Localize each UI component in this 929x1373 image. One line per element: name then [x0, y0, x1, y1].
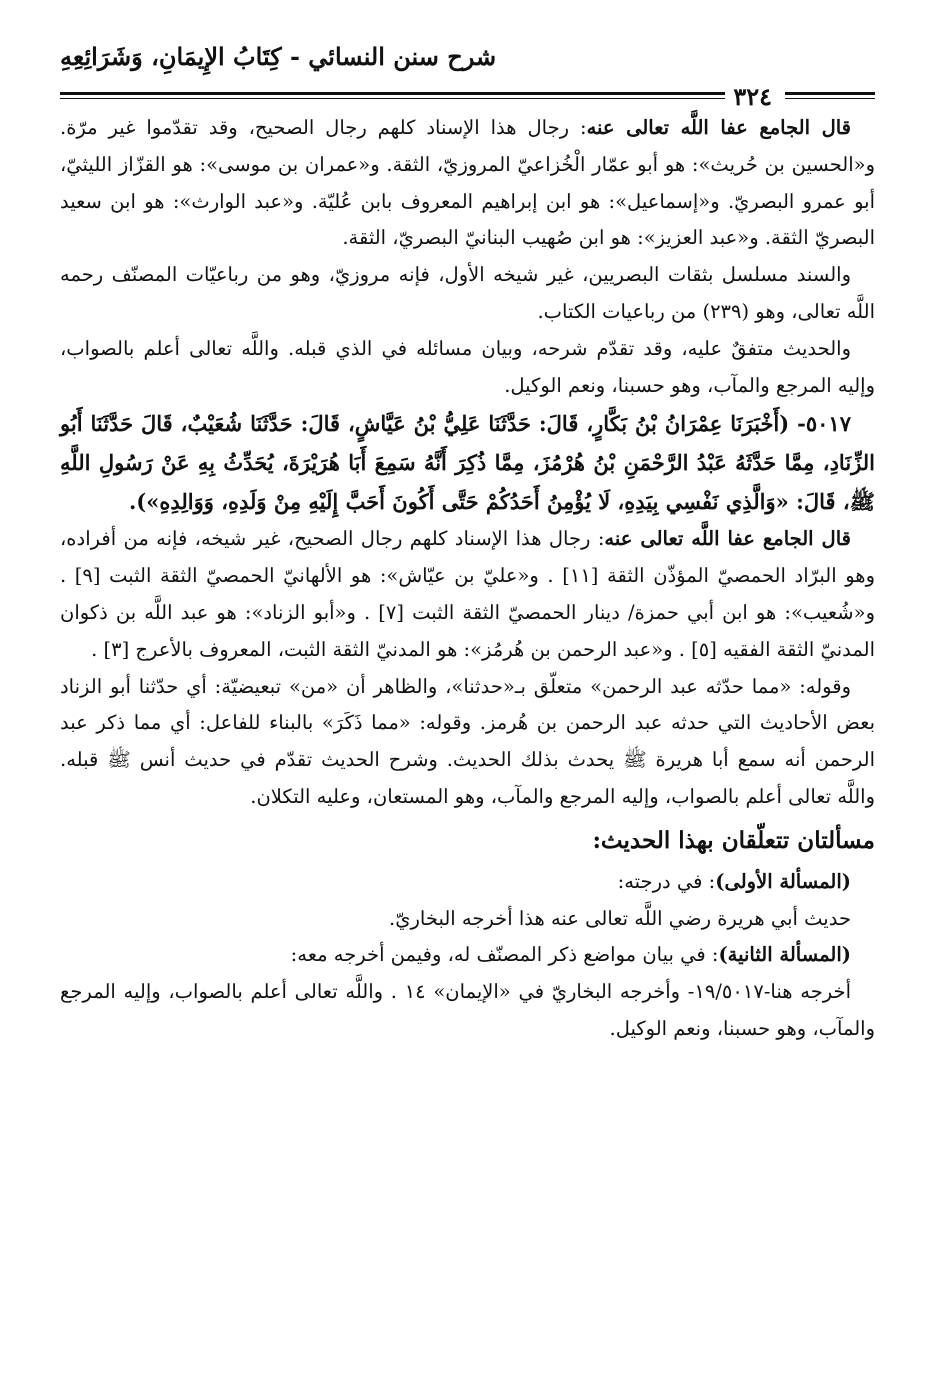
main-text: [60, 110, 875, 1048]
author-note-label: قال الجامع عفا اللَّه تعالى عنه: [604, 527, 851, 551]
author-note-label: قال الجامع عفا اللَّه تعالى عنه: [586, 116, 851, 139]
page-number: ٣٢٤: [725, 82, 780, 111]
paragraph-text: : رجال هذا الإسناد كلهم رجال الصحيح، غير شيخه، فإنه من أفراده، وهو البرّاد الحمصيّ المؤذّن الثقة [١١] . و«عليّ بن عيّاش»: هو الألهانيّ الحمصيّ الثقة الثبت [٩] . و«شُعيب»: هو ابن أبي حمزة/ دينار الحمصيّ الثقة الثبت [٧] . و«أبو الزناد»: هو عبد اللَّه بن ذكوان المدنيّ الثقة الفقيه [٥] . و«عبد الرحمن بن هُرمُز»: هو المدنيّ الثقة الثبت، المعروف بالأعرج [٣] .: [60, 527, 875, 661]
issue-label: (المسألة الأولى): [715, 869, 851, 893]
paragraph-chain: والسند مسلسل بثقات البصريين، غير شيخه الأول، فإنه مروزيّ، وهو من رباعيّات المصنّف رحمه اللَّه تعالى، وهو (٢٣٩) من رباعيات الكتاب.: [60, 263, 875, 323]
paragraph-agreed: والحديث متفقٌ عليه، وقد تقدّم شرحه، وبيان مسائله في الذي قبله. واللَّه تعالى أعلم بالصواب، وإليه المرجع والمآب، وهو حسبنا، ونعم الوكيل.: [60, 336, 875, 397]
issue-two: [60, 937, 875, 974]
issue-label: (المسألة الثانية): [718, 943, 851, 967]
issue-two-answer: أخرجه هنا-١٩/٥٠١٧- وأخرجه البخاريّ في «الإيمان» ١٤ . واللَّه تعالى أعلم بالصواب، وإليه المرجع والمآب، وهو حسبنا، ونعم الوكيل.: [60, 980, 875, 1040]
hadith-text: ٥٠١٧- (أَخْبَرَنَا عِمْرَانُ بْنُ بَكَّارٍ، قَالَ: حَدَّثَنَا عَلِيُّ بْنُ عَيَّاشٍ، قَالَ: حَدَّثَنَا شُعَيْبٌ، قَالَ حَدَّثَنَا أَبُو الزِّنَادِ، مِمَّا حَدَّثَهُ عَبْدُ الرَّحْمَنِ بْنُ هُرْمُزَ، مِمَّا ذُكِرَ أَنَّهُ سَمِعَ أَبَا هُرَيْرَةَ، يُحَدِّثُ بِهِ عَنْ رَسُولِ اللَّهِ ﷺ، قَالَ: «وَالَّذِي نَفْسِي بِيَدِهِ، لَا يُؤْمِنُ أَحَدُكُمْ حَتَّى أَكُونَ أَحَبَّ إِلَيْهِ مِنْ وَلَدِهِ، وَوَالِدِهِ»).: [60, 411, 875, 515]
issue-one-answer: حديث أبي هريرة رضي اللَّه تعالى عنه هذا أخرجه البخاريّ.: [389, 906, 851, 930]
header-rule-right: [785, 92, 875, 95]
page: [60, 42, 875, 1048]
paragraph-narrators-2: [60, 521, 875, 668]
paragraph-commentary: وقوله: «مما حدّثه عبد الرحمن» متعلّق بـ«حدثنا»، والظاهر أن «من» تبعيضيّة: أي حدّثنا أبو الزناد بعض الأحاديث التي حدثه عبد الرحمن بن هُرمز. وقوله: «مما ذَكَرَ» بالبناء للفاعل: أي مما ذكر عبد الرحمن أنه سمع أبا هريرة ﷺ يحدث بذلك الحديث. وشرح الحديث تقدّم في حديث أنس ﷺ قبله. واللَّه تعالى أعلم بالصواب، وإليه المرجع والمآب، وهو المستعان، وعليه التكلان.: [60, 674, 875, 808]
paragraph-narrators: [60, 110, 875, 257]
header-rule-thin: [60, 98, 725, 99]
running-title: شرح سنن النسائي - كِتَابُ الإِيمَانِ، وَشَرَائِعِهِ: [60, 42, 497, 71]
header-rule: [60, 92, 725, 95]
issue-text: : في درجته:: [617, 869, 716, 893]
issue-text: : في بيان مواضع ذكر المصنّف له، وفيمن أخرجه معه:: [290, 943, 719, 967]
page-header: [60, 42, 875, 111]
paragraph-text: : رجال هذا الإسناد كلهم رجال الصحيح، وقد تقدّموا غير مرّة. و«الحسين بن حُريث»: هو أبو عمّار الْخُزاعيّ المروزيّ، الثقة. و«عمران بن موسى»: هو القزّاز الليثيّ، أبو عمرو البصريّ. و«إسماعيل»: هو ابن إبراهيم المعروف بابن عُليّة. و«عبد الوارث»: هو ابن سعيد البصريّ الثقة. و«عبد العزيز»: هو ابن صُهيب البنانيّ البصريّ، الثقة.: [60, 116, 875, 250]
header-rule-right-thin: [785, 98, 875, 99]
section-heading: مسألتان تتعلّقان بهذا الحديث:: [592, 826, 875, 854]
issue-one: [60, 864, 875, 901]
